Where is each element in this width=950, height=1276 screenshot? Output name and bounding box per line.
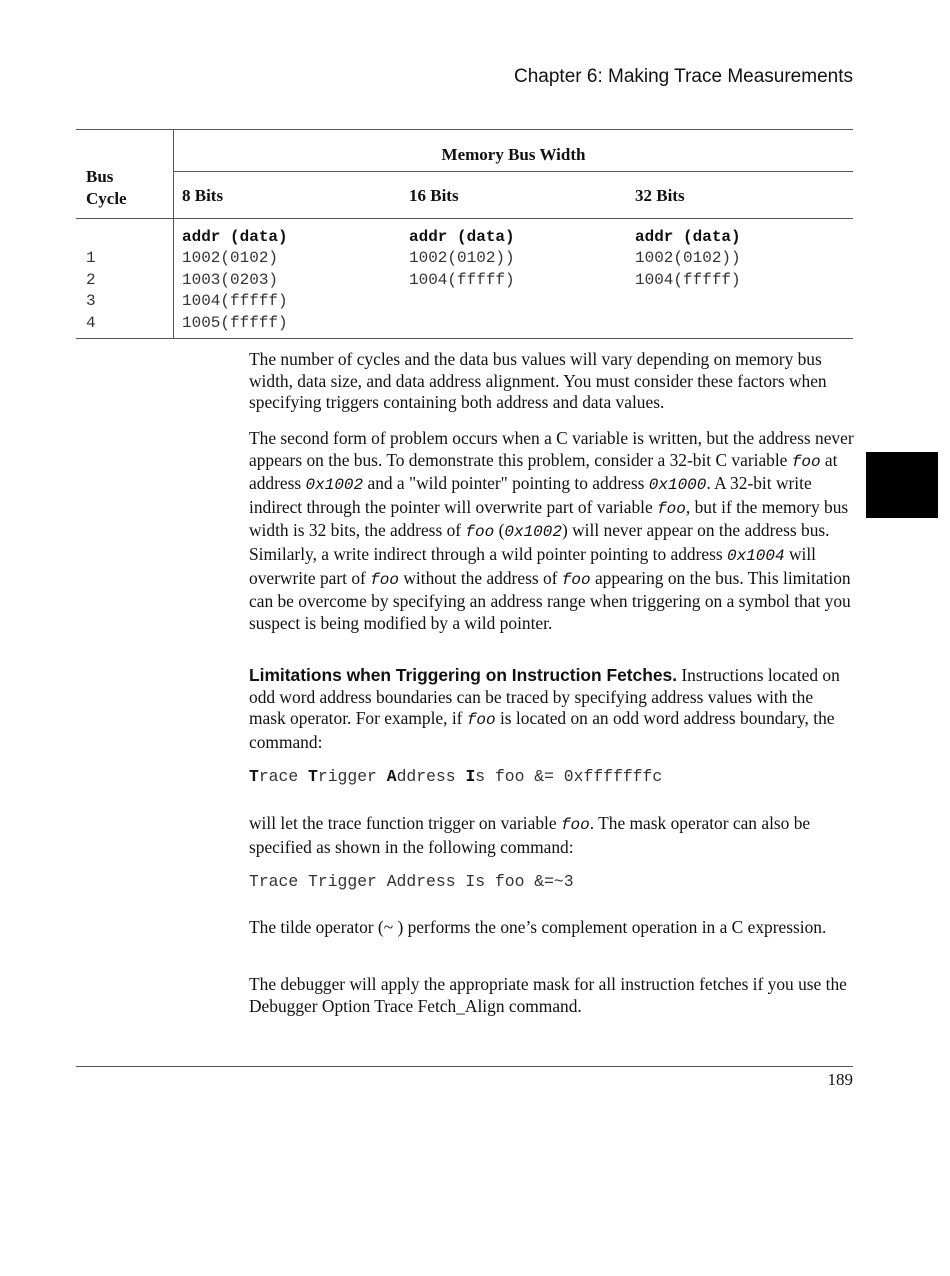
text-run: and a "wild pointer" pointing to address [363, 473, 649, 494]
command-text: race [258, 767, 309, 786]
text-run: . A 32-bit write indirect through the pointer will overwrite part of variable [249, 473, 812, 517]
cycle-cell: 1 [86, 249, 96, 267]
command-abbrev: I [465, 767, 476, 786]
cycle-cell: 2 [86, 271, 96, 289]
row-header-line1: Bus [86, 167, 114, 186]
paragraph-tilde: The tilde operator (~ ) performs the one’s complement operation in a C expression. [249, 917, 827, 937]
text-run: at address [249, 449, 838, 494]
table-cell-16bits: 1004(fffff) [409, 271, 515, 289]
command-text: s foo &= 0xfffffffc [475, 767, 663, 786]
col-header-16bits: 16 Bits [409, 186, 459, 205]
table-cell-8bits: 1002(0102) [182, 249, 279, 267]
table-bottom-rule [76, 338, 853, 339]
code-term: 0x1002 [305, 476, 364, 495]
command-text: rigger [317, 767, 387, 786]
command-example-2: Trace Trigger Address Is foo &=~3 [249, 872, 574, 891]
code-term: foo [465, 523, 495, 542]
table-group-rule [174, 171, 853, 172]
table-cell-32bits: 1004(fffff) [635, 271, 741, 289]
paragraph-fetch-align: The debugger will apply the appropriate mask for all instruction fetches if you use the Debugger Option Trace Fetch_Align command. [249, 974, 847, 1016]
footer-rule [76, 1066, 853, 1067]
code-term: 0x1000 [648, 476, 707, 495]
text-run: will let the trace function trigger on variable [249, 813, 561, 833]
text-run: without the address of [399, 567, 562, 588]
code-term: foo [370, 570, 400, 589]
code-term: foo [657, 499, 686, 518]
code-term: foo [560, 816, 590, 834]
paragraph-mask-operator [249, 813, 854, 858]
subheader-32bits: addr (data) [635, 228, 741, 246]
text-run: will overwrite part of [249, 543, 817, 588]
paragraph-cycles: The number of cycles and the data bus values will vary depending on memory bus width, data size, and data address alignment. You must consider these factors when specifying triggers containing both address and data values. [249, 349, 827, 413]
col-header-32bits: 32 Bits [635, 186, 685, 205]
table-row-header [86, 166, 127, 210]
table-cell-8bits: 1004(fffff) [182, 292, 288, 310]
text-run: is located on an odd word address boundary, the command: [249, 708, 835, 752]
cycle-cell: 4 [86, 314, 96, 332]
code-term: 0x1004 [727, 546, 785, 565]
code-term: foo [791, 452, 821, 471]
text-run: , but if the memory bus width is 32 bits, the address of [249, 496, 849, 541]
code-term: foo [561, 570, 591, 589]
command-abbrev: T [308, 767, 318, 786]
text-run: ( [494, 520, 505, 541]
command-example-1 [249, 767, 662, 786]
table-cell-8bits: 1003(0203) [182, 271, 279, 289]
text-run: The second form of problem occurs when a C variable is written, but the address never appears on the bus. To demonstrate this problem, consider a 32-bit C variable [249, 428, 854, 470]
subheader-8bits: addr (data) [182, 228, 288, 246]
text-run: . The mask operator can also be specified as shown in the following command: [249, 813, 811, 857]
subheader-16bits: addr (data) [409, 228, 515, 246]
running-header: Chapter 6: Making Trace Measurements [514, 66, 853, 87]
command-abbrev: T [249, 767, 259, 786]
text-run: ) will never appear on the address bus. Similarly, a write indirect through a wild pointer pointing to address [249, 520, 830, 564]
command-abbrev: A [386, 767, 397, 786]
text-run: Instructions located on odd word address boundaries can be traced by specifying address values with the mask operator. For example, if [249, 665, 840, 729]
paragraph-instruction-fetches [249, 665, 854, 753]
page-number: 189 [827, 1070, 853, 1089]
row-header-line2: Cycle [86, 189, 127, 208]
paragraph-wild-pointer [249, 428, 854, 634]
text-run: appearing on the bus. This limitation can be overcome by specifying an address range when triggering on a symbol that you suspect is being modified by a wild pointer. [249, 567, 851, 633]
table-cell-32bits: 1002(0102)) [635, 249, 741, 267]
table-group-header: Memory Bus Width [441, 145, 586, 164]
code-term: foo [466, 711, 496, 730]
command-text: ddress [396, 767, 466, 786]
table-header-rule [76, 218, 853, 219]
table-cell-8bits: 1005(fffff) [182, 314, 288, 332]
table-top-rule [76, 129, 853, 130]
section-run-in-heading: Limitations when Triggering on Instruction Fetches. [249, 665, 678, 685]
cycle-cell: 3 [86, 292, 96, 310]
code-term: 0x1002 [504, 523, 562, 542]
col-header-8bits: 8 Bits [182, 186, 224, 205]
chapter-thumb-tab [866, 452, 938, 518]
table-cell-16bits: 1002(0102)) [409, 249, 515, 267]
